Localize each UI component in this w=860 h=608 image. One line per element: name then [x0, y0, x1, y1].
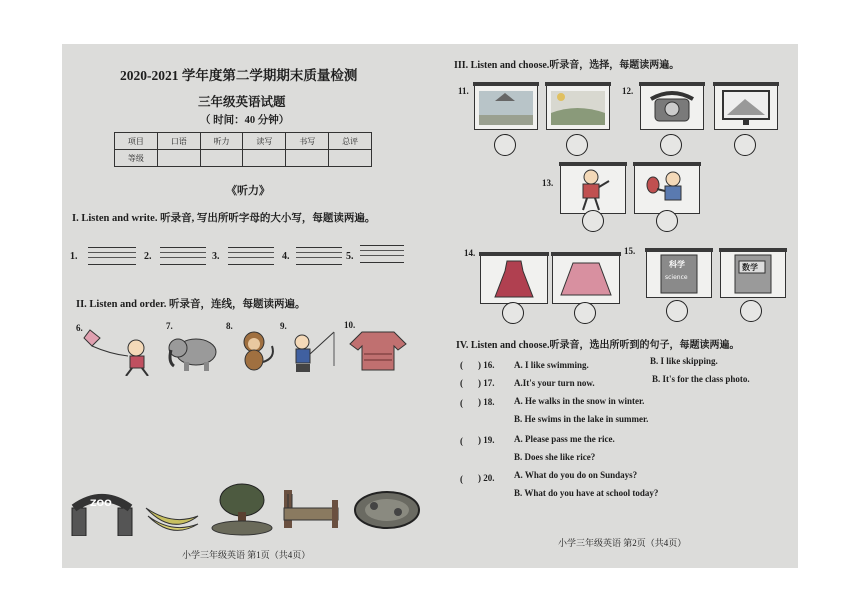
- q18-paren[interactable]: (: [460, 398, 463, 408]
- q1-number: 1.: [70, 251, 78, 262]
- right-page: [438, 44, 798, 568]
- score-cell[interactable]: [157, 150, 200, 167]
- lake-picture: [352, 486, 422, 534]
- q11-picture-b: [546, 84, 610, 130]
- right-footer: 小学三年级英语 第2页（共4页）: [558, 538, 687, 548]
- part4-heading: IV. Listen and choose.: [456, 340, 550, 351]
- q14-answer-circle-b[interactable]: [574, 302, 596, 324]
- q4-writing-lines[interactable]: [296, 247, 342, 265]
- q17-option-a: A.It's your turn now.: [514, 378, 595, 388]
- q3-writing-lines[interactable]: [228, 247, 274, 265]
- exam-subtitle: 三年级英语试题: [198, 95, 286, 109]
- zoo-gate-picture: [68, 492, 136, 536]
- q19-number: ) 19.: [478, 435, 495, 445]
- q18-number: ) 18.: [478, 397, 495, 407]
- exam-title: 2020-2021 学年度第二学期期末质量检测: [120, 68, 358, 83]
- q15-number: 15.: [624, 246, 636, 256]
- part2-instruction: 听录音，连线，每题读两遍。: [168, 299, 306, 310]
- q8-number: 8.: [226, 321, 233, 331]
- q14-picture-b: [552, 254, 620, 304]
- q16-option-a: A. I like swimming.: [514, 360, 589, 370]
- q15-answer-circle-b[interactable]: [740, 300, 762, 322]
- q10-number: 10.: [344, 320, 356, 330]
- monkey-picture: [228, 328, 280, 374]
- q18-option-a: A. He walks in the snow in winter.: [514, 396, 645, 406]
- score-cell[interactable]: [286, 150, 329, 167]
- bananas-picture: [142, 496, 202, 536]
- q13-answer-circle-b[interactable]: [656, 210, 678, 232]
- q19-option-a: A. Please pass me the rice.: [514, 434, 615, 444]
- left-page: [62, 44, 430, 568]
- q17-option-b: B. It's for the class photo.: [652, 374, 750, 384]
- q15-answer-circle-a[interactable]: [666, 300, 688, 322]
- q12-answer-circle-b[interactable]: [734, 134, 756, 156]
- part1-heading: I. Listen and write.: [72, 213, 158, 224]
- q11-answer-circle-a[interactable]: [494, 134, 516, 156]
- q13-answer-circle-a[interactable]: [582, 210, 604, 232]
- score-header: 书写: [286, 133, 329, 150]
- q14-number: 14.: [464, 248, 476, 258]
- left-footer: 小学三年级英语 第1页（共4页）: [182, 550, 311, 560]
- q4-number: 4.: [282, 251, 290, 262]
- q12-picture-b: [714, 84, 778, 130]
- q14-picture-a: [480, 254, 548, 304]
- part1-heading-line: [72, 210, 375, 225]
- part1-instruction: 听录音, 写出所听字母的大小写，每题读两遍。: [160, 213, 376, 224]
- q20-paren[interactable]: (: [460, 474, 463, 484]
- section-title: 《听力》: [226, 185, 270, 197]
- part4-instruction: 听录音，选出所听到的句子，每题读两遍。: [549, 340, 740, 351]
- q13-picture-b: [634, 164, 700, 214]
- q12-answer-circle-a[interactable]: [660, 134, 682, 156]
- sweater-picture: [348, 328, 408, 372]
- q6-number: 6.: [76, 323, 83, 333]
- q3-number: 3.: [212, 251, 220, 262]
- q7-number: 7.: [166, 321, 173, 331]
- q13-number: 13.: [542, 178, 554, 188]
- score-header: 项目: [115, 133, 158, 150]
- score-cell[interactable]: [243, 150, 286, 167]
- part2-heading-line: [76, 296, 305, 311]
- bed-picture: [278, 486, 344, 534]
- q15-picture-b: [720, 250, 786, 298]
- score-header: 听力: [200, 133, 243, 150]
- exam-sheet: [62, 44, 798, 568]
- q11-answer-circle-b[interactable]: [566, 134, 588, 156]
- elephant-picture: [166, 332, 220, 372]
- exam-time: （ 时间：40 分钟）: [200, 115, 290, 126]
- q12-number: 12.: [622, 86, 634, 96]
- q5-number: 5.: [346, 251, 354, 262]
- part3-heading-line: [454, 56, 679, 71]
- q16-paren[interactable]: (: [460, 360, 463, 370]
- q20-number: ) 20.: [478, 473, 495, 483]
- q11-number: 11.: [458, 86, 469, 96]
- q12-picture-a: [640, 84, 704, 130]
- boy-with-kite-picture: [80, 326, 160, 376]
- q5-writing-lines[interactable]: [360, 245, 404, 263]
- tree-picture: [208, 482, 276, 536]
- q13-picture-a: [560, 164, 626, 214]
- score-row-label: 等级: [115, 150, 158, 167]
- q1-writing-lines[interactable]: [88, 247, 136, 265]
- q16-number: ) 16.: [478, 360, 495, 370]
- q19-option-b: B. Does she like rice?: [514, 452, 596, 462]
- q16-option-b: B. I like skipping.: [650, 356, 718, 366]
- book-label-math: 数学: [742, 263, 758, 272]
- q18-option-b: B. He swims in the lake in summer.: [514, 414, 649, 424]
- q17-paren[interactable]: (: [460, 378, 463, 388]
- q15-picture-a: [646, 250, 712, 298]
- boy-fishing-picture: [286, 326, 340, 374]
- book-label-science-cn: 科学: [669, 260, 685, 269]
- q20-option-b: B. What do you have at school today?: [514, 488, 659, 498]
- q17-number: ) 17.: [478, 378, 495, 388]
- q11-picture-a: [474, 84, 538, 130]
- q20-option-a: A. What do you do on Sundays?: [514, 470, 638, 480]
- q19-paren[interactable]: (: [460, 436, 463, 446]
- q9-number: 9.: [280, 321, 287, 331]
- book-label-science-en: science: [665, 274, 688, 281]
- q14-answer-circle-a[interactable]: [502, 302, 524, 324]
- score-header: 口语: [157, 133, 200, 150]
- score-header: 读写: [243, 133, 286, 150]
- q2-number: 2.: [144, 251, 152, 262]
- part4-heading-line: [456, 336, 739, 351]
- score-cell[interactable]: [200, 150, 243, 167]
- score-table: [114, 132, 372, 167]
- part3-heading: III. Listen and choose.: [454, 60, 550, 71]
- part2-heading: II. Listen and order.: [76, 299, 167, 310]
- score-cell[interactable]: [329, 150, 372, 167]
- part3-instruction: 听录音，选择，每题读两遍。: [549, 60, 680, 71]
- score-header: 总评: [329, 133, 372, 150]
- q2-writing-lines[interactable]: [160, 247, 206, 265]
- zoo-sign-text: ZOO: [90, 499, 112, 509]
